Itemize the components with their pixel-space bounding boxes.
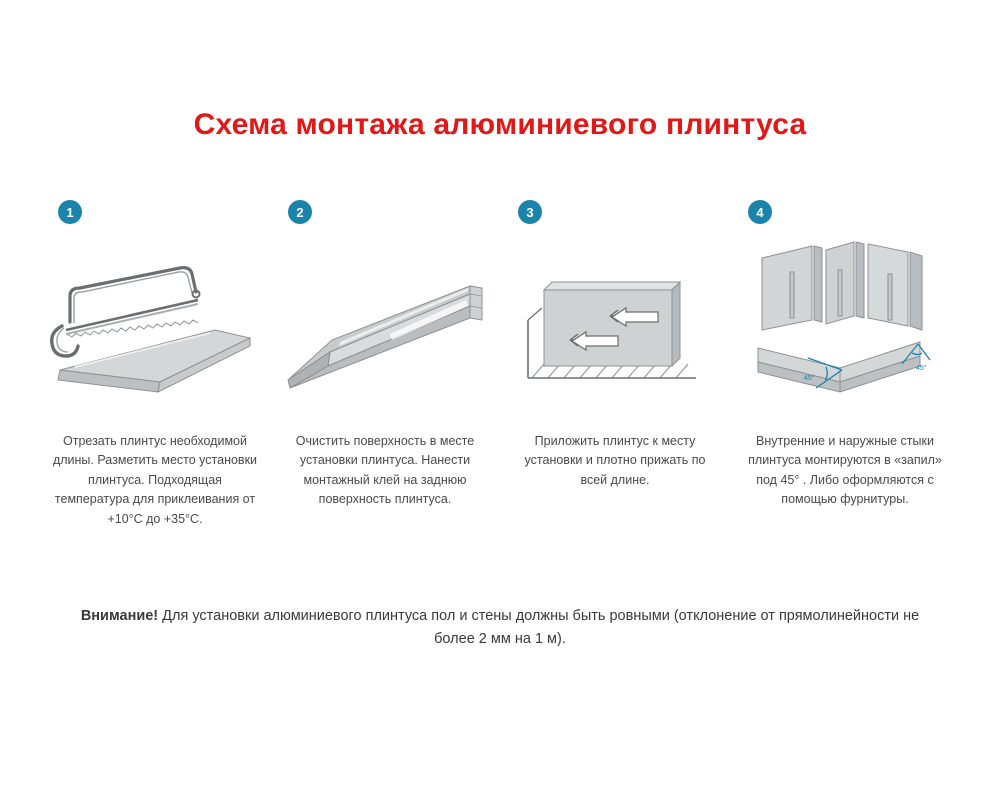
hacksaw-cutting-skirting-icon <box>40 230 270 420</box>
angle-label-outer: 45° <box>916 365 927 372</box>
warning-text: Для установки алюминиевого плинтуса пол и стены должны быть ровными (отклонение от прямолинейности не более 2 мм на 1 м). <box>158 608 920 648</box>
press-skirting-to-wall-icon <box>500 230 730 420</box>
step-caption: Отрезать плинтус необходимой длины. Разметить место установки плинтуса. Подходящая температура для приклеивания от +10°С до +35°С. <box>52 434 258 526</box>
warning-note <box>80 605 920 651</box>
step-number-badge: 2 <box>288 200 312 224</box>
step-caption: Внутренние и наружные стыки плинтуса монтируются в «запил» под 45° . Либо оформляются с помощью фурнитуры. <box>748 434 942 507</box>
step-caption: Очистить поверхность в месте установки плинтуса. Нанести монтажный клей на заднюю поверхность плинтуса. <box>295 434 475 507</box>
step-4 <box>730 200 960 529</box>
step-number-badge: 1 <box>58 200 82 224</box>
step-3 <box>500 200 730 529</box>
angle-label-inner: 45° <box>804 375 815 382</box>
step-number-badge: 3 <box>518 200 542 224</box>
steps-container <box>40 200 960 529</box>
warning-label: Внимание! <box>80 608 159 624</box>
step-2 <box>270 200 500 529</box>
skirting-profile-cleaning-icon <box>270 230 500 420</box>
step-number-badge: 4 <box>748 200 772 224</box>
page-title: Схема монтажа алюминиевого плинтуса <box>193 108 807 141</box>
step-caption: Приложить плинтус к месту установки и плотно прижать по всей длине. <box>524 434 706 487</box>
corner-joints-45-degrees-icon <box>730 230 960 420</box>
step-1 <box>40 200 270 529</box>
